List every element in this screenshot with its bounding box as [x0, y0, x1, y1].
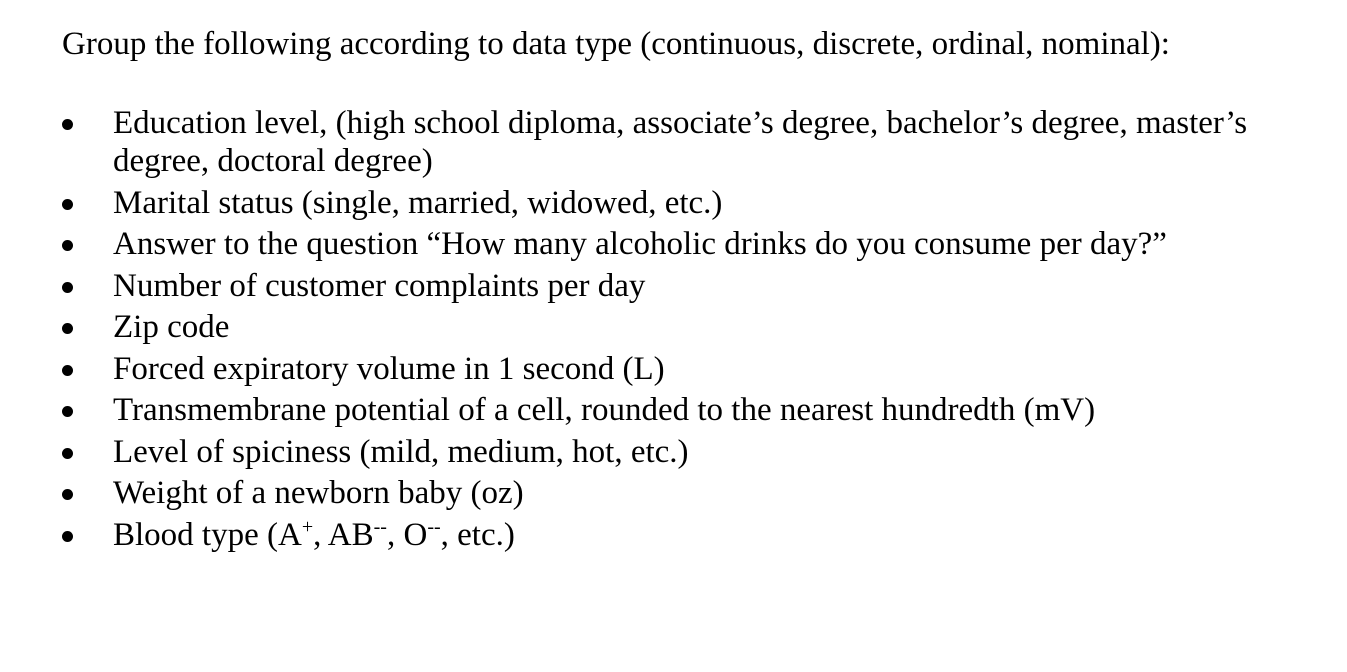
list-item: [62, 184, 1298, 222]
list-item: [62, 474, 1298, 512]
blood-type-mid-ab: , AB: [313, 516, 374, 553]
list-item: [62, 104, 1298, 180]
blood-type-mid-o: , O: [386, 516, 428, 553]
blood-type-suffix: , etc.): [440, 516, 515, 553]
list-item-text: [113, 516, 1298, 554]
list-item-text: Level of spiciness (mild, medium, hot, etc.): [113, 433, 689, 470]
bullet-icon: [62, 489, 73, 500]
question-prompt: Group the following according to data type (continuous, discrete, ordinal, nominal):: [62, 26, 1170, 62]
bullet-icon: [62, 282, 73, 293]
blood-type-o-superscript: --: [427, 515, 441, 538]
blood-type-prefix: Blood type (A: [113, 516, 302, 553]
list-item-text: Number of customer complaints per day: [113, 267, 646, 304]
list-item-text: Answer to the question “How many alcoholic drinks do you consume per day?”: [113, 226, 1167, 262]
list-item: [62, 350, 1298, 388]
list-item-text: Weight of a newborn baby (oz): [113, 475, 524, 511]
list-item: [62, 433, 1298, 471]
blood-type-a-superscript: +: [301, 515, 314, 538]
list-item-text: Zip code: [113, 309, 230, 345]
list-item: [62, 225, 1298, 263]
list-item-text: Education level, (high school diploma, associate’s degree, bachelor’s degree, master’s degree, doctoral degree): [113, 105, 1248, 179]
blood-type-ab-superscript: --: [373, 515, 387, 538]
list-item-text: Marital status (single, married, widowed, etc.): [113, 184, 723, 221]
bullet-icon: [62, 323, 73, 334]
bullet-icon: [62, 119, 73, 130]
list-item: [62, 391, 1298, 429]
bullet-icon: [62, 531, 73, 542]
list-item: [62, 267, 1298, 305]
bullet-icon: [62, 448, 73, 459]
list-item-text: Forced expiratory volume in 1 second (L): [113, 350, 665, 387]
list-item-text: Transmembrane potential of a cell, rounded to the nearest hundredth (mV): [113, 392, 1096, 428]
bullet-icon: [62, 240, 73, 251]
list-item-blood-type: [62, 516, 1298, 554]
bullet-icon: [62, 365, 73, 376]
bullet-icon: [62, 406, 73, 417]
list-item: [62, 308, 1298, 346]
bullet-icon: [62, 199, 73, 210]
data-type-item-list: [62, 104, 1347, 554]
